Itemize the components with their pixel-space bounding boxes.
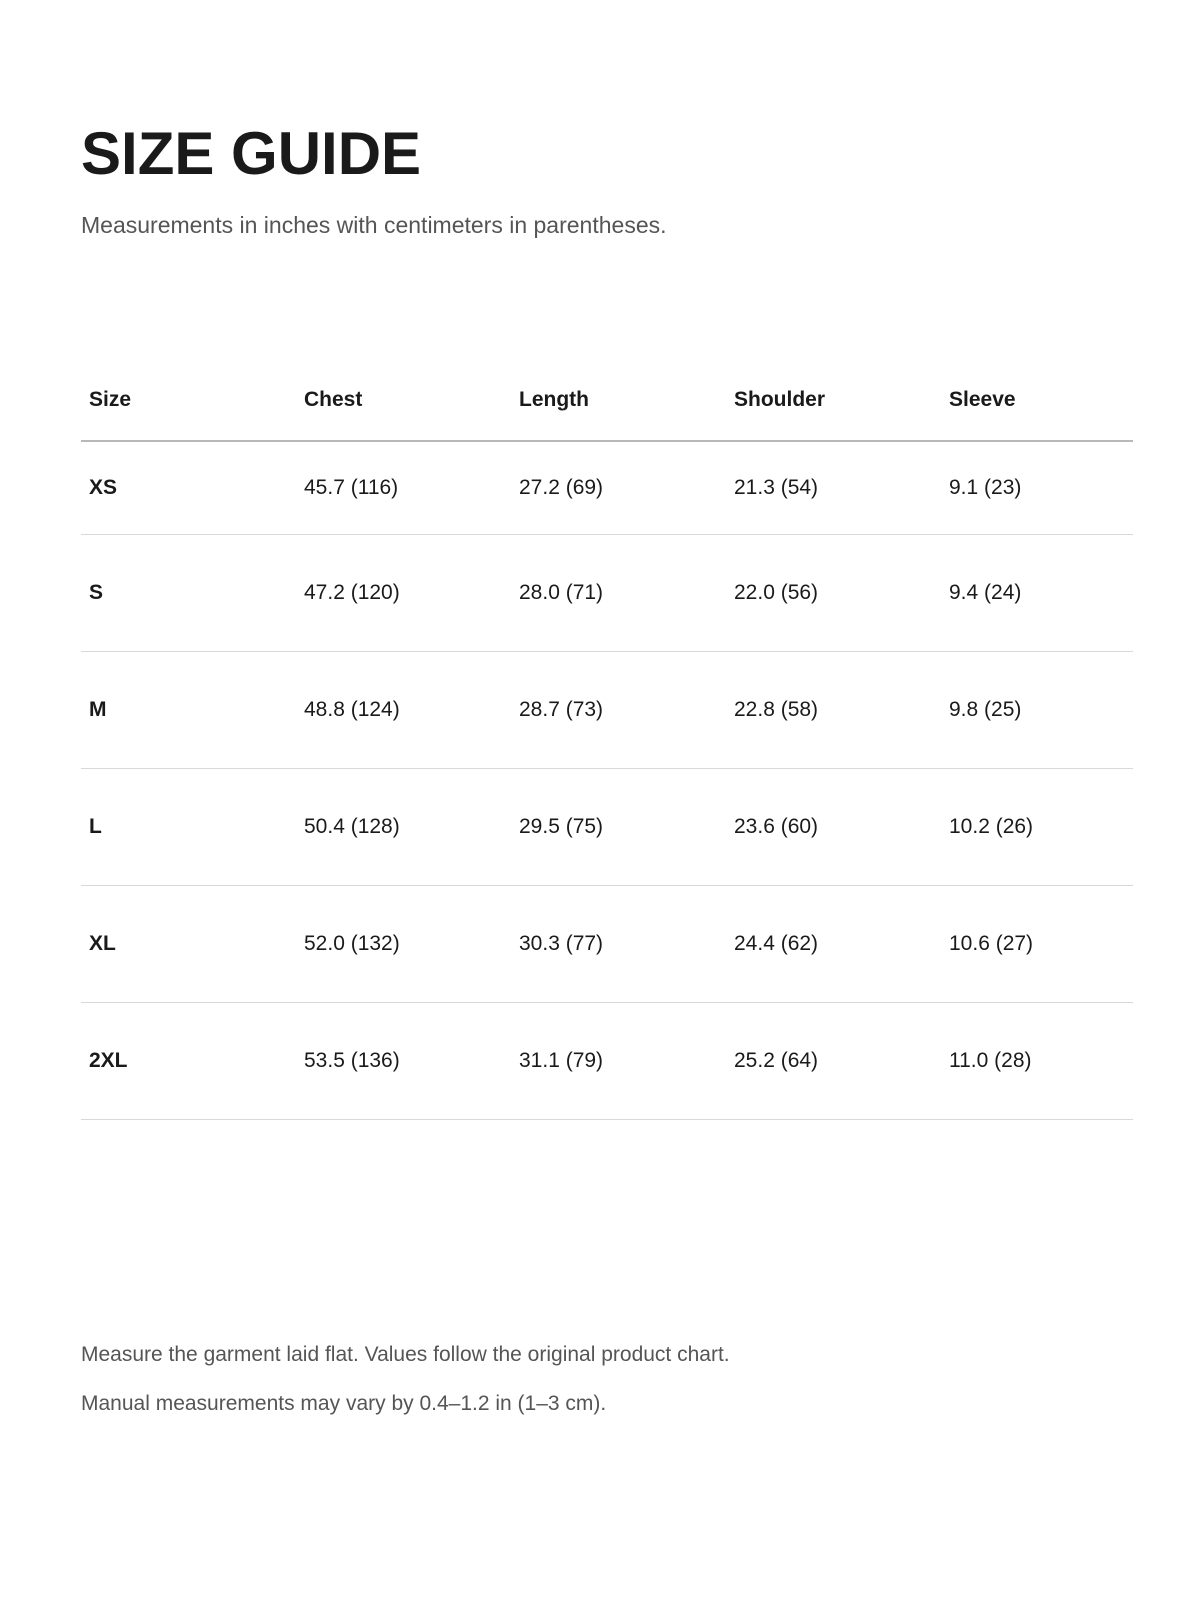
column-header-chest: Chest	[296, 360, 511, 441]
chest-cell: 47.2 (120)	[304, 580, 400, 604]
sleeve-cell: 9.4 (24)	[949, 580, 1022, 604]
chest-cell: 48.8 (124)	[304, 697, 400, 721]
size-table-body	[81, 441, 1133, 1119]
shoulder-cell: 22.8 (58)	[734, 697, 819, 721]
column-header-size: Size	[81, 360, 296, 441]
column-header-length: Length	[511, 360, 726, 441]
column-header-sleeve: Sleeve	[941, 360, 1133, 441]
size-cell: 2XL	[89, 1048, 128, 1072]
page-subtitle: Measurements in inches with centimeters in parentheses.	[81, 212, 667, 238]
table-row	[81, 1002, 1133, 1119]
footnote-tolerance: Manual measurements may vary by 0.4–1.2 in (1–3 cm).	[81, 1392, 607, 1415]
length-cell: 28.0 (71)	[519, 580, 604, 604]
chest-cell: 45.7 (116)	[304, 475, 399, 499]
size-cell: S	[89, 580, 104, 604]
chest-cell: 52.0 (132)	[304, 931, 400, 955]
shoulder-cell: 21.3 (54)	[734, 475, 819, 499]
shoulder-cell: 25.2 (64)	[734, 1048, 819, 1072]
size-table-header	[81, 360, 1133, 441]
size-cell: XS	[89, 475, 118, 499]
length-cell: 30.3 (77)	[519, 931, 604, 955]
length-cell: 31.1 (79)	[519, 1048, 604, 1072]
table-row	[81, 885, 1133, 1002]
sleeve-cell: 9.1 (23)	[949, 475, 1022, 499]
table-row	[81, 534, 1133, 651]
size-cell: M	[89, 697, 107, 721]
table-row	[81, 651, 1133, 768]
footnote-measure-flat: Measure the garment laid flat. Values follow the original product chart.	[81, 1343, 730, 1366]
size-cell: L	[89, 814, 102, 838]
size-table	[81, 360, 1133, 1120]
shoulder-cell: 24.4 (62)	[734, 931, 819, 955]
length-cell: 27.2 (69)	[519, 475, 604, 499]
length-cell: 29.5 (75)	[519, 814, 604, 838]
size-cell: XL	[89, 931, 116, 955]
chest-cell: 50.4 (128)	[304, 814, 400, 838]
shoulder-cell: 22.0 (56)	[734, 580, 819, 604]
header-row	[81, 360, 1133, 441]
sleeve-cell: 10.6 (27)	[949, 931, 1034, 955]
table-row	[81, 441, 1133, 534]
column-header-shoulder: Shoulder	[726, 360, 941, 441]
sleeve-cell: 11.0 (28)	[949, 1048, 1032, 1072]
length-cell: 28.7 (73)	[519, 697, 604, 721]
shoulder-cell: 23.6 (60)	[734, 814, 819, 838]
sleeve-cell: 10.2 (26)	[949, 814, 1034, 838]
chest-cell: 53.5 (136)	[304, 1048, 400, 1072]
table-row	[81, 768, 1133, 885]
page-title: SIZE GUIDE	[81, 120, 422, 187]
sleeve-cell: 9.8 (25)	[949, 697, 1022, 721]
